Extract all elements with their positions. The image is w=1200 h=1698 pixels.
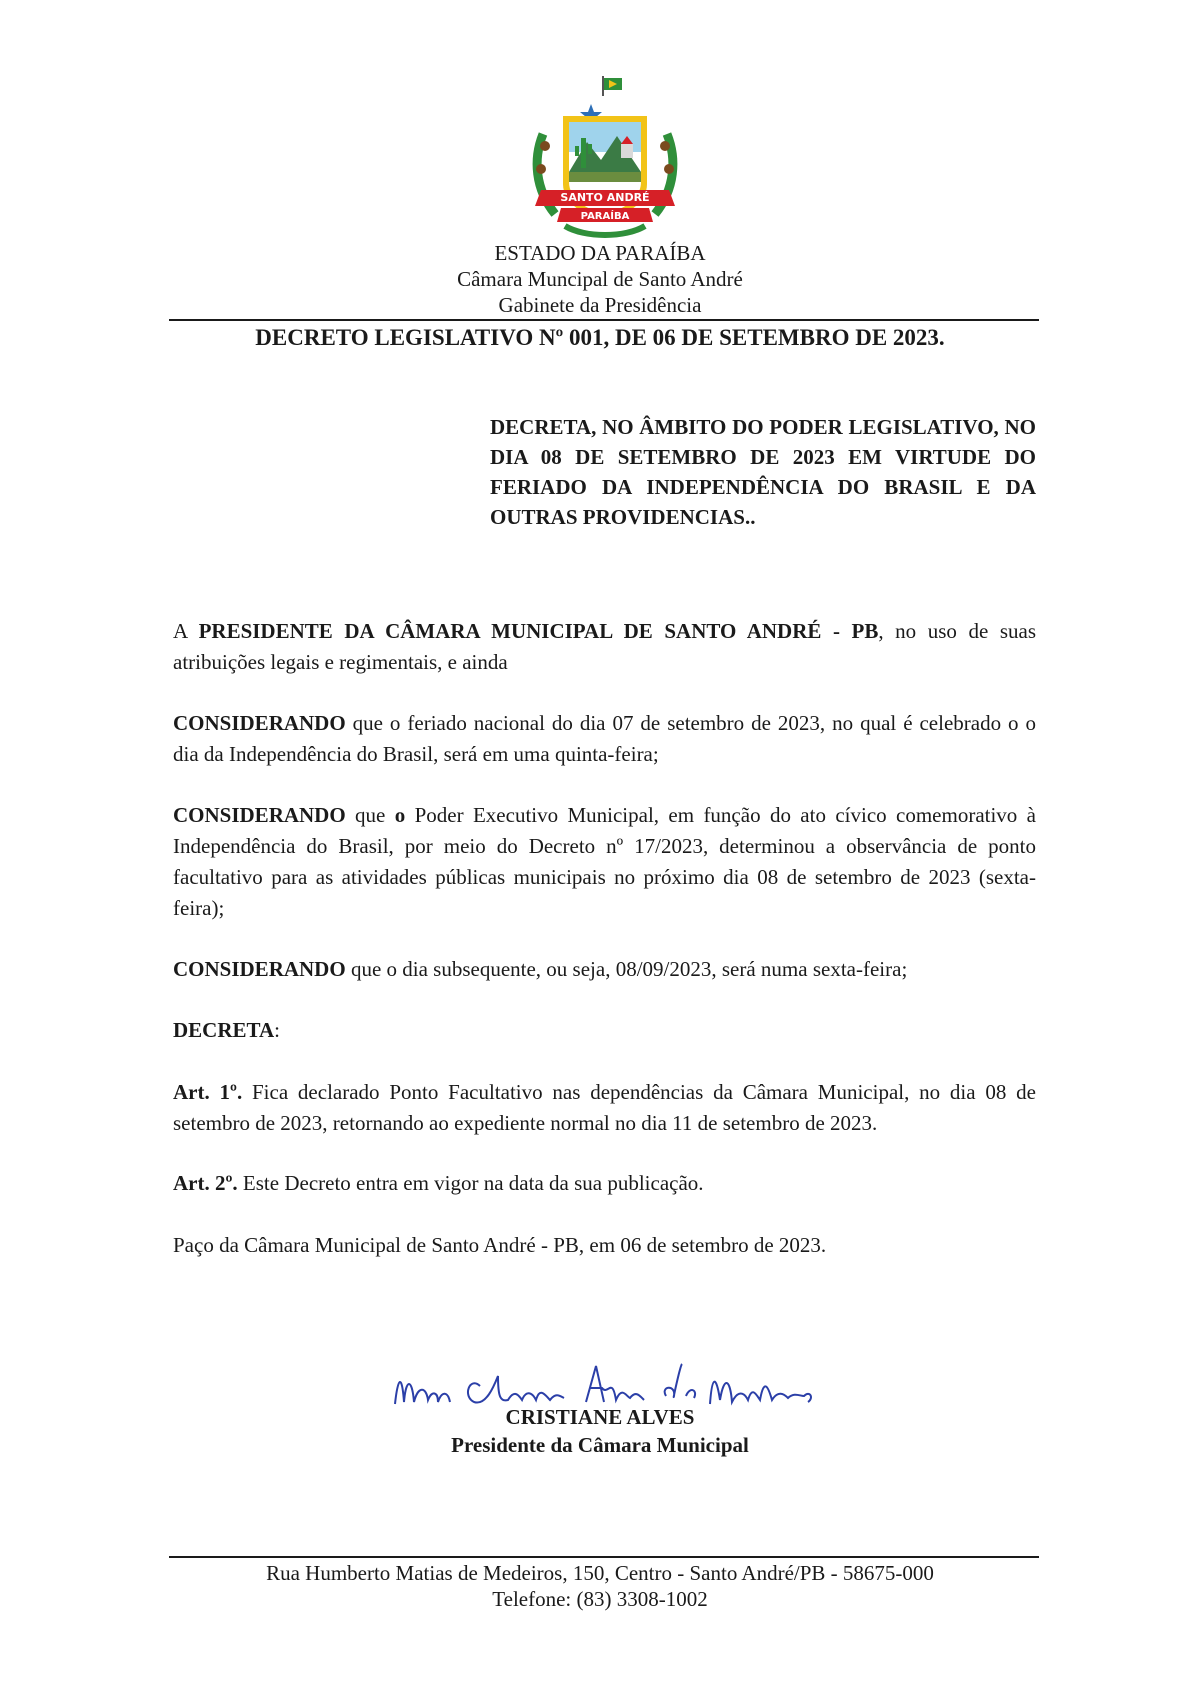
header-divider xyxy=(169,319,1039,321)
footer-phone: Telefone: (83) 3308-1002 xyxy=(492,1587,708,1611)
state-heading: ESTADO DA PARAÍBA xyxy=(494,241,706,265)
decreta-heading xyxy=(173,1015,1036,1046)
article-2-text: Este Decreto entra em vigor na data da sua publicação. xyxy=(237,1171,704,1195)
considerando-text: que o dia subsequente, ou seja, 08/09/2023, será numa sexta-feira; xyxy=(345,957,908,981)
svg-text:PARAÍBA: PARAÍBA xyxy=(580,211,630,222)
considerando-label: CONSIDERANDO xyxy=(173,957,346,981)
crest-icon xyxy=(525,74,685,244)
chamber-heading: Câmara Muncipal de Santo André xyxy=(457,267,743,291)
signer-role: Presidente da Câmara Municipal xyxy=(451,1433,749,1457)
intro-text: , no uso de suas atribuições legais e regimentais, e ainda xyxy=(173,619,1036,674)
considerando-paragraph-2 xyxy=(173,800,1036,924)
decree-title: DECRETO LEGISLATIVO Nº 001, DE 06 DE SETEMBRO DE 2023. xyxy=(255,325,945,350)
svg-text:SANTO ANDRÉ: SANTO ANDRÉ xyxy=(560,191,650,204)
article-1-text: Fica declarado Ponto Facultativo nas dependências da Câmara Municipal, no dia 08 de setembro de 2023, retornando ao expediente normal no dia 11 de setembro de 2023. xyxy=(173,1080,1036,1135)
footer-divider xyxy=(169,1556,1039,1558)
considerando-connector: que xyxy=(345,803,395,827)
intro-authority: PRESIDENTE DA CÂMARA MUNICIPAL DE SANTO ANDRÉ - PB xyxy=(198,619,879,643)
decree-summary: DECRETA, NO ÂMBITO DO PODER LEGISLATIVO, NO DIA 08 DE SETEMBRO DE 2023 EM VIRTUDE DO FERIADO DA INDEPENDÊNCIA DO BRASIL E DA OUTRAS PROVIDENCIAS.. xyxy=(490,415,1036,529)
footer-address: Rua Humberto Matias de Medeiros, 150, Centro - Santo André/PB - 58675-000 xyxy=(266,1561,934,1585)
considerando-text: que o feriado nacional do dia 07 de setembro de 2023, no qual é celebrado o o dia da Independência do Brasil, será em uma quinta-feira; xyxy=(173,711,1036,766)
article-2 xyxy=(173,1168,1036,1199)
closing-line: Paço da Câmara Municipal de Santo André - PB, em 06 de setembro de 2023. xyxy=(173,1233,827,1257)
decreta-label: DECRETA xyxy=(173,1018,275,1042)
article-1 xyxy=(173,1077,1036,1139)
office-heading: Gabinete da Presidência xyxy=(498,293,702,317)
considerando-label: CONSIDERANDO xyxy=(173,803,346,827)
decreta-colon: : xyxy=(274,1018,280,1042)
signer-name: CRISTIANE ALVES xyxy=(505,1405,695,1429)
article-1-label: Art. 1º. xyxy=(173,1080,243,1104)
municipal-crest xyxy=(525,74,685,244)
considerando-text: Poder Executivo Municipal, em função do ato cívico comemorativo à Independência do Brasil, por meio do Decreto nº 17/2023, determinou a observância de ponto facultativo para as atividades públicas municipais no próximo dia 08 de setembro de 2023 (sexta-feira); xyxy=(173,803,1036,920)
intro-paragraph xyxy=(173,616,1036,678)
considerando-paragraph-1 xyxy=(173,708,1036,770)
considerando-label: CONSIDERANDO xyxy=(173,711,346,735)
intro-prefix: A xyxy=(173,619,199,643)
considerando-bold-article: o xyxy=(394,803,406,827)
considerando-paragraph-3 xyxy=(173,954,1036,985)
article-2-label: Art. 2º. xyxy=(173,1171,238,1195)
